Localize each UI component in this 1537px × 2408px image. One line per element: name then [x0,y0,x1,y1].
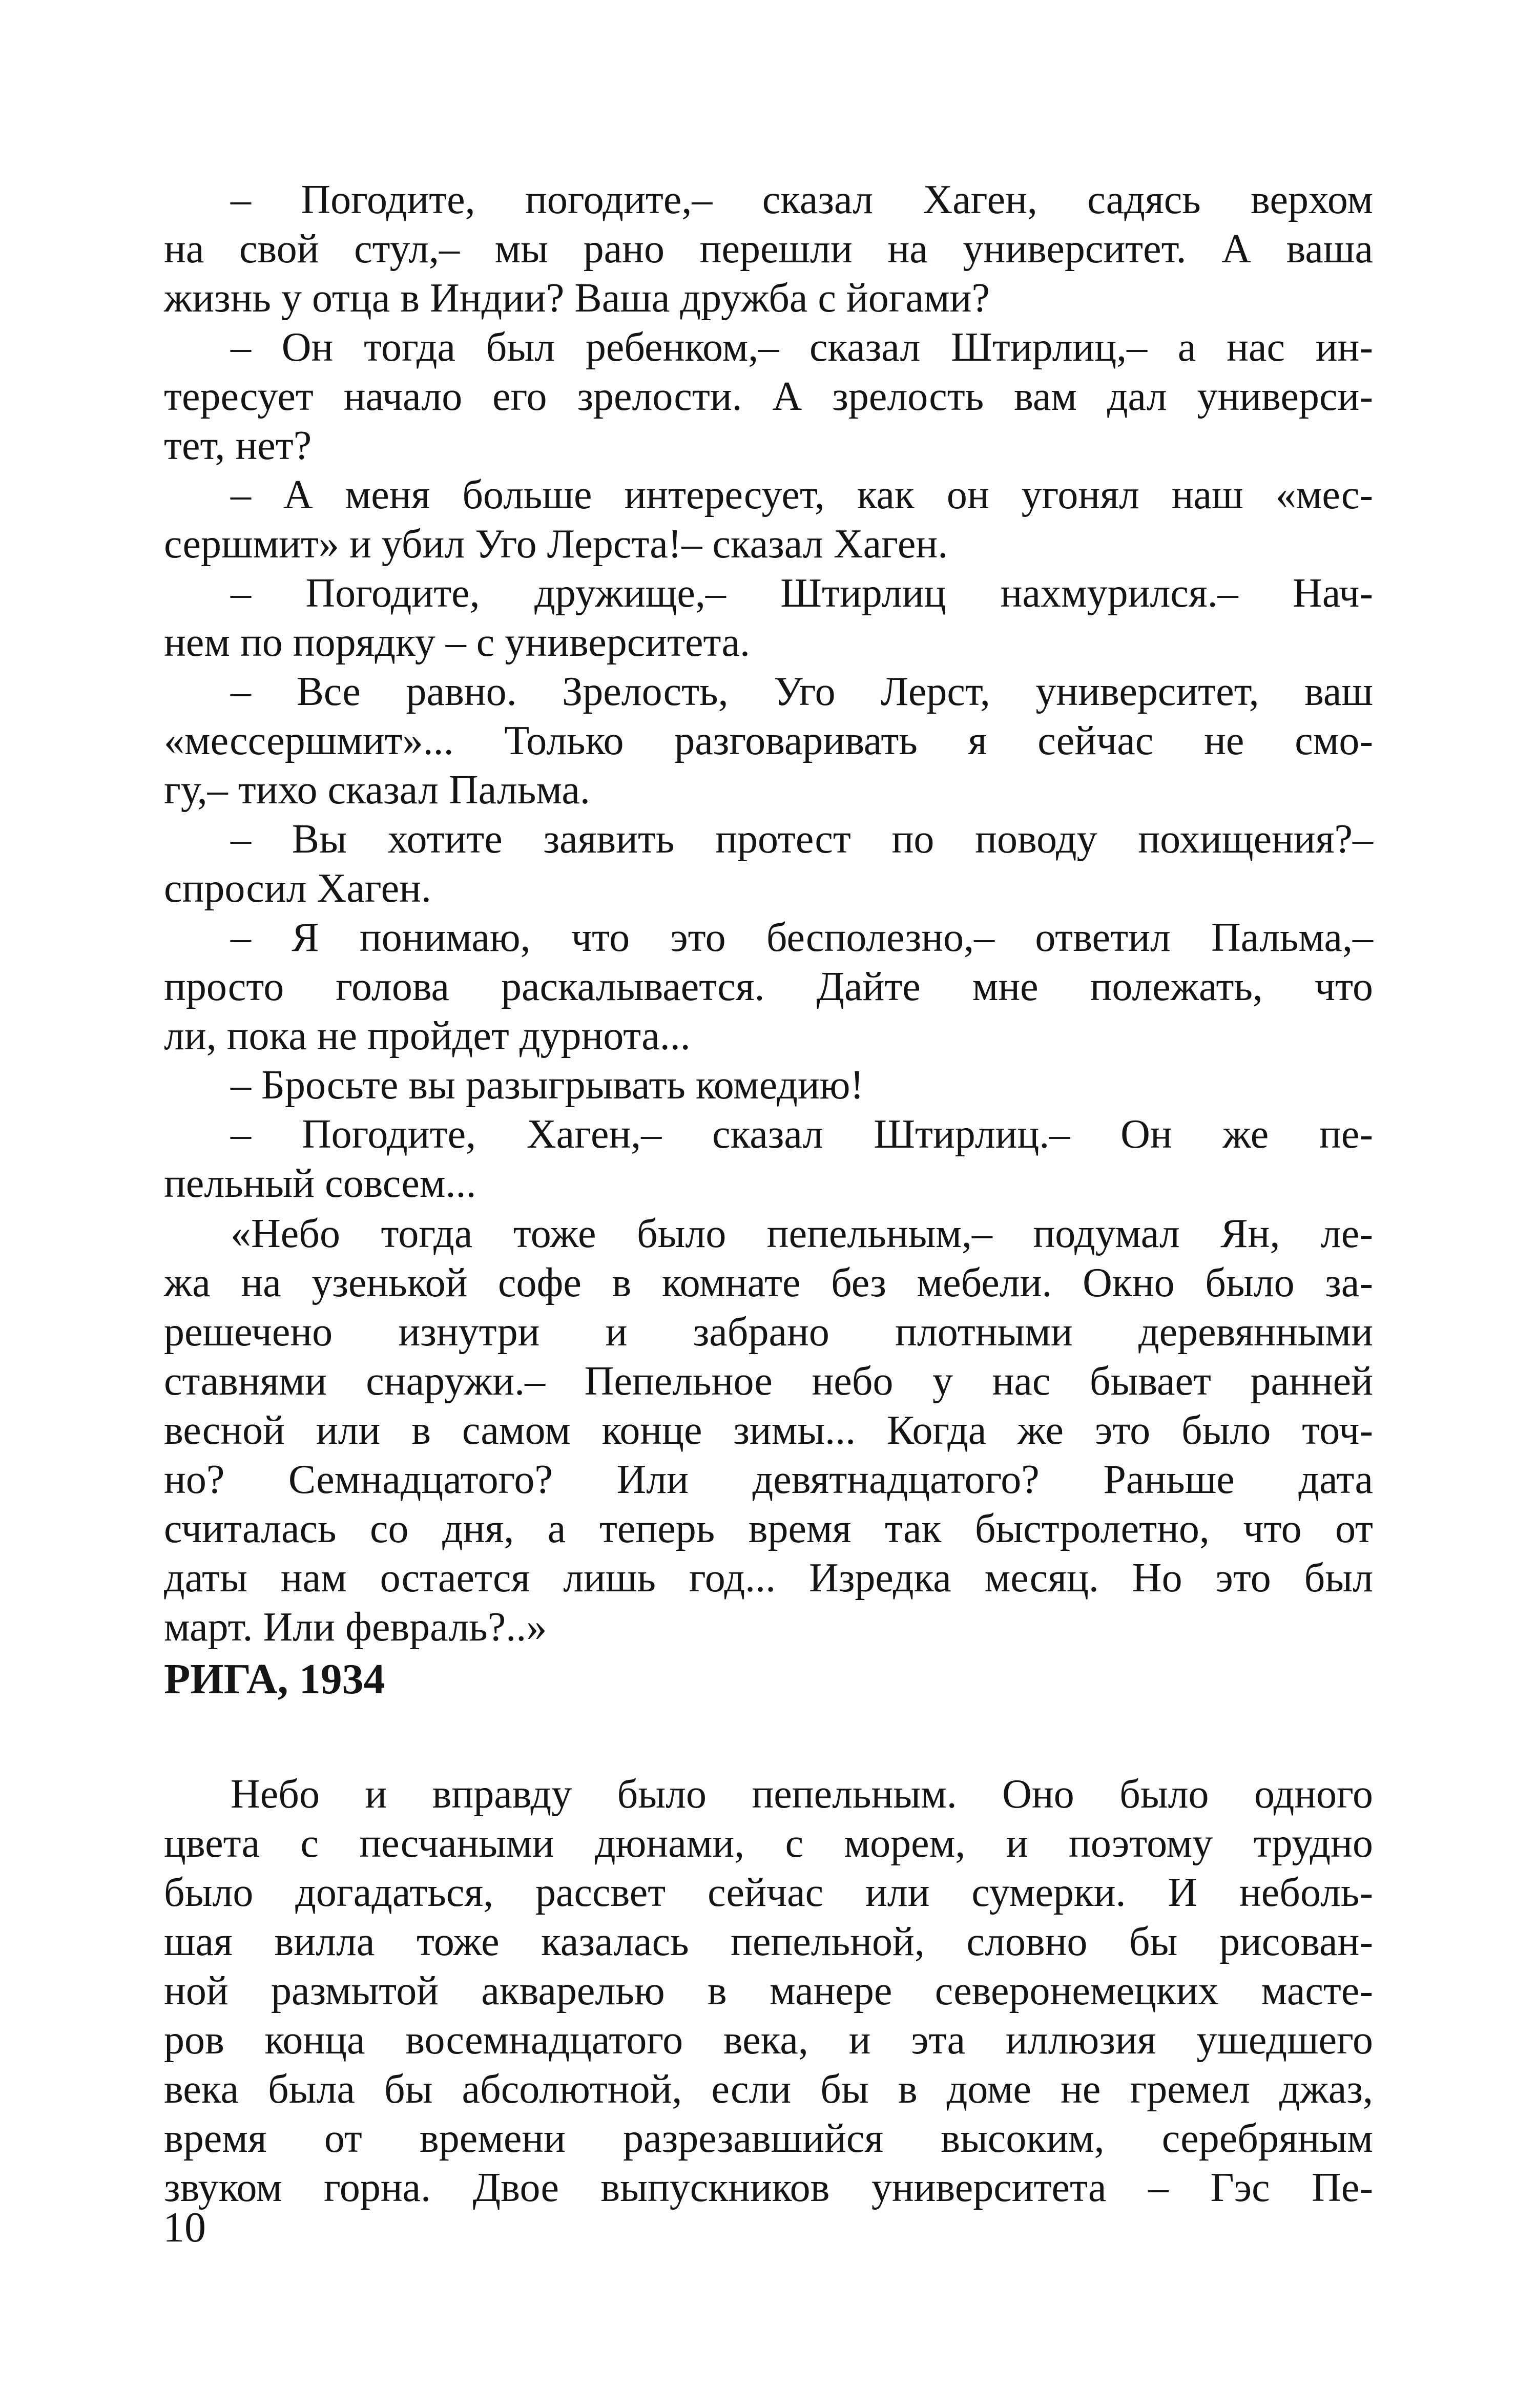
text-line: время от времени разрезавшийся высоким, серебряным [164,2116,1373,2161]
text-line: пельный совсем... [164,1161,476,1206]
text-line: тет, нет? [164,423,312,468]
text-line: «Небо тогда тоже было пепельным,– подумал Ян, ле- [231,1211,1373,1256]
text-line: – Он тогда был ребенком,– сказал Штирлиц,– а нас ин- [231,325,1373,370]
text-line: сершмит» и убил Уго Лерста!– сказал Хаген. [164,522,948,567]
text-line: «мессершмит»... Только разговаривать я сейчас не смо- [164,718,1373,763]
text-line: века была бы абсолютной, если бы в доме не гремел джаз, [164,2067,1373,2112]
text-line: спросил Хаген. [164,866,431,911]
text-line: нем по порядку – с университета. [164,620,750,665]
text-line: даты нам остается лишь год... Изредка месяц. Но это был [164,1555,1373,1601]
text-line: – Погодите, дружище,– Штирлиц нахмурился.– Нач- [231,571,1373,616]
text-line: на свой стул,– мы рано перешли на университет. А ваша [164,226,1373,272]
text-line: жизнь у отца в Индии? Ваша дружба с йогами? [164,276,990,321]
text-line: март. Или февраль?..» [164,1605,547,1650]
text-line: жа на узенькой софе в комнате без мебели. Окно было за- [164,1260,1373,1305]
text-line: шая вилла тоже казалась пепельной, словно бы рисован- [164,1919,1373,1964]
text-line: – Вы хотите заявить протест по поводу похищения?– [231,817,1373,862]
reflection-paragraph [164,1209,1373,1652]
text-line: Небо и вправду было пепельным. Оно было одного [231,1772,1373,1817]
text-line: – Погодите, Хаген,– сказал Штирлиц.– Он же пе- [231,1112,1373,1157]
text-line: решечено изнутри и забрано плотными деревянными [164,1310,1373,1355]
page-number: 10 [163,2204,206,2251]
text-line: тересует начало его зрелости. А зрелость вам дал универси- [164,374,1373,419]
text-line: но? Семнадцатого? Или девятнадцатого? Раньше дата [164,1457,1373,1502]
text-line: – Бросьте вы разыгрывать комедию! [231,1063,864,1108]
dialogue-section [164,175,1373,1208]
text-line: – Все равно. Зрелость, Уго Лерст, университет, ваш [231,669,1373,714]
text-line: было догадаться, рассвет сейчас или сумерки. И неболь- [164,1870,1373,1915]
text-line: считалась со дня, а теперь время так быстролетно, что от [164,1506,1373,1551]
section-heading: РИГА, 1934 [164,1655,385,1703]
text-line: – Погодите, погодите,– сказал Хаген, садясь верхом [231,177,1373,222]
text-line: – Я понимаю, что это бесполезно,– ответил Пальма,– [231,915,1373,960]
text-line: ли, пока не пройдет дурнота... [164,1013,691,1058]
text-line: весной или в самом конце зимы... Когда же это было точ- [164,1408,1373,1453]
riga-paragraph [164,1770,1373,2212]
text-line: ставнями снаружи.– Пепельное небо у нас бывает ранней [164,1359,1373,1404]
text-line: ров конца восемнадцатого века, и эта иллюзия ушедшего [164,2018,1373,2063]
text-line: звуком горна. Двое выпускников университета – Гэс Пе- [164,2165,1373,2210]
text-line: просто голова раскалывается. Дайте мне полежать, что [164,964,1373,1009]
text-line: ной размытой акварелью в манере северонемецких масте- [164,1968,1373,2013]
text-line: цвета с песчаными дюнами, с морем, и поэтому трудно [164,1821,1373,1866]
text-line: – А меня больше интересует, как он угонял наш «мес- [231,472,1373,517]
text-line: гу,– тихо сказал Пальма. [164,767,590,813]
